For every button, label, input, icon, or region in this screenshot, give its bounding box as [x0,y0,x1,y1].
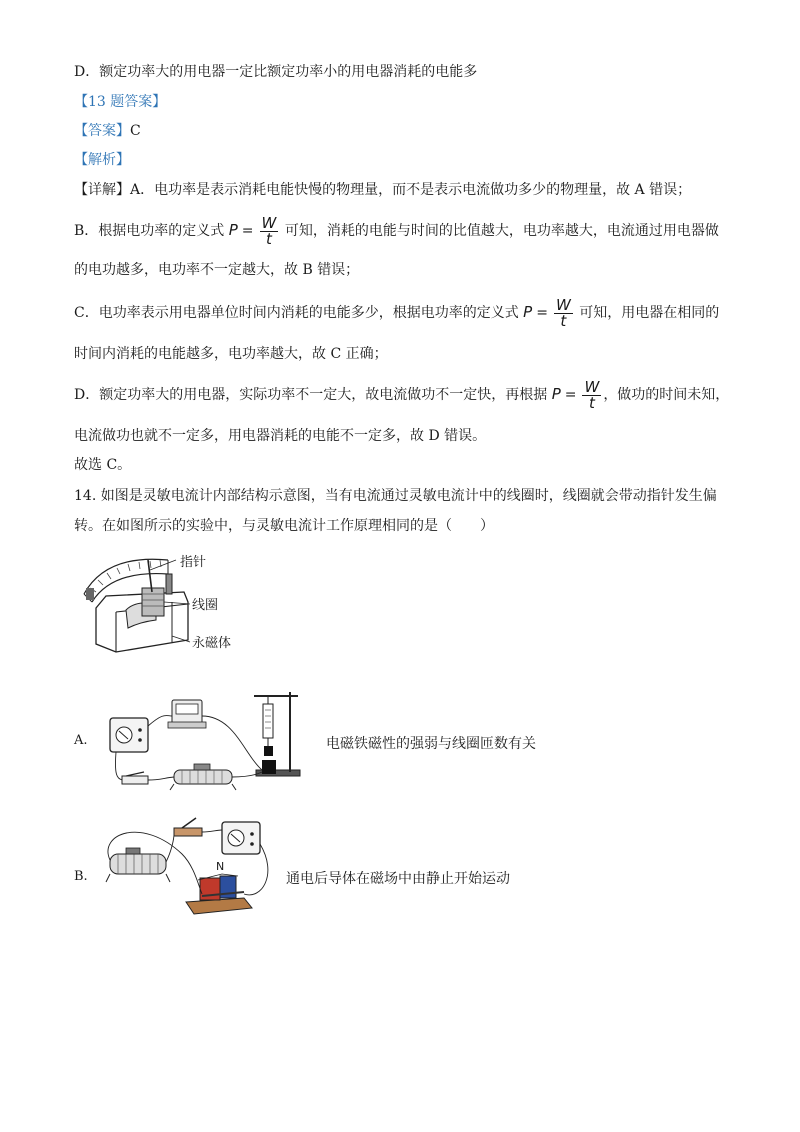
formula-p: P [551,385,561,403]
formula-fraction [582,377,601,412]
explanation-c-cont: 时间内消耗的电能越多，电功率越大，故 C 正确； [74,346,388,362]
option-d-previous: D．额定功率大的用电器一定比额定功率小的用电器消耗的电能多 [74,64,478,80]
explanation-b-text-2: 可知，消耗的电能与时间的比值越大，电功率越大，电流通过用电器做 [284,223,719,239]
option-b-caption: 通电后导体在磁场中由静止开始运动 [286,871,510,887]
galvanometer-diagram [76,548,266,660]
question-13-header: 【13 题答案】 [74,94,167,110]
question-14-line2: 转。在如图所示的实验中，与灵敏电流计工作原理相同的是（ ） [74,518,494,534]
formula-fraction [260,213,279,248]
formula-eq: = [564,387,577,403]
option-a-caption: 电磁铁磁性的强弱与线圈匝数有关 [326,736,536,752]
formula-eq: = [241,223,254,239]
detail-line: 【详解】A．电功率是表示消耗电能快慢的物理量，而不是表示电流做功多少的物理量，故 A 错误； [74,182,692,198]
explanation-b-cont: 的电功越多，电功率不一定越大，故 B 错误； [74,262,360,278]
explanation-d-cont: 电流做功也就不一定多，用电器消耗的电能不一定多，故 D 错误。 [74,428,487,444]
label-pointer: 指针 [180,555,207,570]
formula-t: t [266,229,272,248]
explanation-d-text: D．额定功率大的用电器，实际功率不一定大，故电流做功不一定快，再根据 [74,387,548,403]
formula-w: W [584,377,600,396]
option-a-label: A. [74,733,88,748]
formula-fraction [554,295,573,330]
formula-eq: = [536,305,548,321]
explanation-b [74,212,719,249]
explanation-c-text: C．电功率表示用电器单位时间内消耗的电能多少，根据电功率的定义式 [74,305,519,321]
answer-row [74,121,141,141]
formula-w: W [261,213,277,232]
question-14-line1: 14. 如图是灵敏电流计内部结构示意图，当有电流通过灵敏电流计中的线圈时，线圈就会带动指针发生偏 [74,488,717,504]
explanation-d-text-2: ，做功的时间未知， [603,387,730,403]
option-b-apparatus [102,814,272,920]
formula-t: t [588,393,595,412]
answer-label: 【答案】 [74,123,130,139]
explanation-c-text-2: 可知，用电器在相同的 [579,305,720,321]
explanation-b-text: B．根据电功率的定义式 [74,223,225,239]
formula-w: W [555,295,571,314]
conclusion: 故选 C。 [74,457,132,473]
label-n-pole: N [216,860,225,873]
option-b-label: B. [74,869,88,884]
formula-p: P [523,303,533,321]
label-magnet: 永磁体 [192,636,232,651]
label-coil: 线圈 [192,598,219,613]
answer-value: C [130,123,141,139]
explanation-d [74,376,729,413]
analysis-label: 【解析】 [74,152,130,168]
option-a-apparatus [104,682,310,792]
formula-t: t [560,311,567,330]
explanation-c [74,294,719,331]
formula-p: P [228,221,238,239]
